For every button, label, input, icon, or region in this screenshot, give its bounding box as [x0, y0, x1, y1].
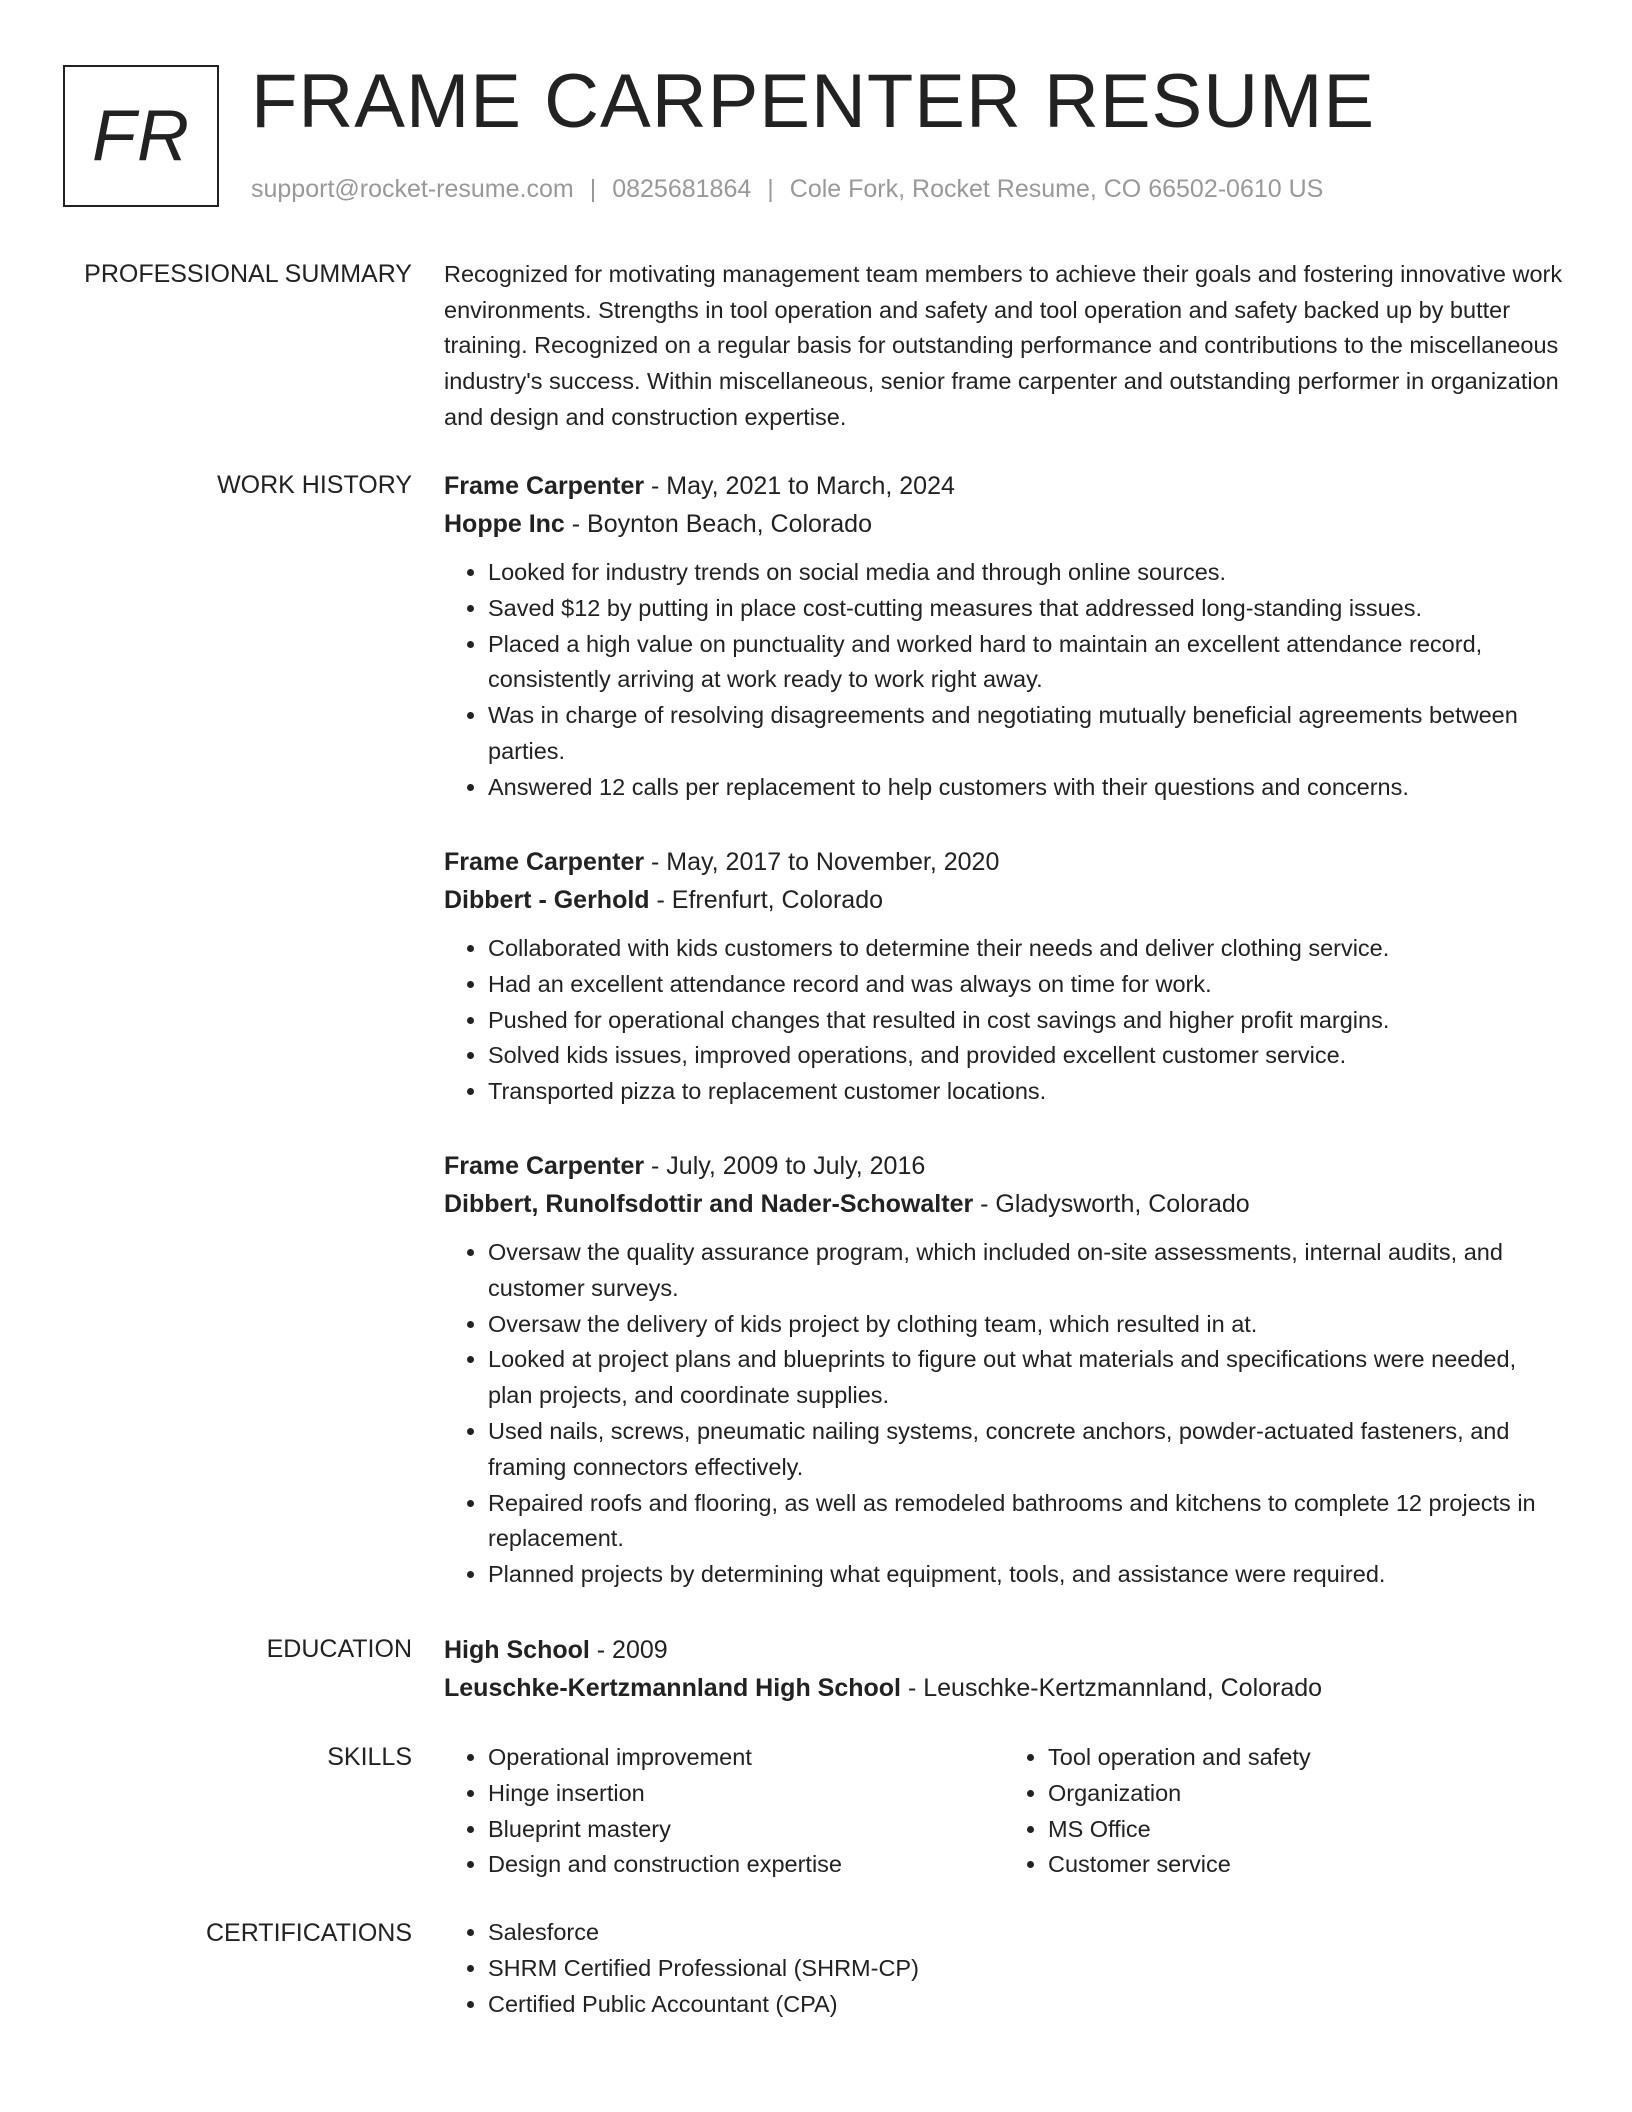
skills-list-left — [444, 1740, 1004, 1883]
list-item: • SHRM Certified Professional (SHRM-CP) — [488, 1951, 1564, 1987]
list-item: • Customer service — [1048, 1847, 1564, 1883]
list-item: • Solved kids issues, improved operations, and provided excellent customer service. — [488, 1038, 1564, 1074]
job-company-line — [444, 505, 1564, 543]
skills-list-right — [1004, 1740, 1564, 1883]
contact-separator: | — [589, 175, 597, 203]
contact-phone: 0825681864 — [612, 175, 752, 203]
job-entry — [444, 1147, 1564, 1593]
skills-section — [444, 1740, 1564, 1883]
job-location: - Efrenfurt, Colorado — [649, 886, 883, 914]
job-title-line — [444, 843, 1564, 881]
education-heading: EDUCATION — [266, 1635, 412, 1663]
monogram-logo: FR — [63, 65, 219, 207]
skills-heading: SKILLS — [327, 1743, 412, 1771]
certifications-section — [444, 1915, 1564, 2022]
list-item: • Hinge insertion — [488, 1776, 1004, 1812]
list-item: • Certified Public Accountant (CPA) — [488, 1987, 1564, 2023]
list-item: • Tool operation and safety — [1048, 1740, 1564, 1776]
list-item: • Blueprint mastery — [488, 1812, 1004, 1848]
job-bullets — [444, 931, 1564, 1110]
list-item: • Was in charge of resolving disagreements and negotiating mutually beneficial agreements between parties. — [488, 698, 1564, 770]
resume-title: FRAME CARPENTER RESUME — [251, 59, 1376, 144]
contact-email: support@rocket-resume.com — [251, 175, 574, 203]
job-entry — [444, 843, 1564, 1110]
job-bullets — [444, 555, 1564, 806]
job-company: Hoppe Inc — [444, 510, 565, 538]
list-item: • Organization — [1048, 1776, 1564, 1812]
list-item: • Operational improvement — [488, 1740, 1004, 1776]
list-item: • Design and construction expertise — [488, 1847, 1004, 1883]
job-location: - Gladysworth, Colorado — [973, 1190, 1250, 1218]
job-title: Frame Carpenter — [444, 848, 645, 876]
work-history-heading: WORK HISTORY — [217, 471, 412, 499]
list-item: • Planned projects by determining what equipment, tools, and assistance were required. — [488, 1557, 1564, 1593]
summary-text: Recognized for motivating management team members to achieve their goals and fostering innovative work environments. Strengths in tool operation and safety and tool operation and safety backed up by butter training. Recognized on a regular basis for outstanding performance and contributions to the miscellaneous industry's success. Within miscellaneous, senior frame carpenter and outstanding performer in organization and design and construction expertise. — [444, 261, 1563, 430]
education-degree: High School — [444, 1636, 590, 1664]
summary-section — [444, 257, 1564, 436]
education-school: Leuschke-Kertzmannland High School — [444, 1674, 902, 1702]
education-year: - 2009 — [589, 1636, 668, 1664]
list-item: • Placed a high value on punctuality and worked hard to maintain an excellent attendance record, consistently arriving at work ready to work right away. — [488, 627, 1564, 699]
contact-separator: | — [767, 175, 774, 203]
list-item: • Transported pizza to replacement customer locations. — [488, 1074, 1564, 1110]
job-company: Dibbert, Runolfsdottir and Nader-Schowalter — [444, 1190, 974, 1218]
job-title: Frame Carpenter — [444, 1152, 645, 1180]
list-item: • Repaired roofs and flooring, as well as remodeled bathrooms and kitchens to complete 12 projects in replacement. — [488, 1486, 1564, 1558]
job-company: Dibbert - Gerhold — [444, 886, 650, 914]
skills-grid — [444, 1740, 1564, 1883]
job-bullets — [444, 1235, 1564, 1593]
job-dates: - May, 2017 to November, 2020 — [644, 848, 1000, 876]
education-school-line — [444, 1669, 1564, 1707]
list-item: • Oversaw the quality assurance program, which included on-site assessments, internal audits, and customer surveys. — [488, 1235, 1564, 1307]
list-item: • Saved $12 by putting in place cost-cutting measures that addressed long-standing issues. — [488, 591, 1564, 627]
list-item: • MS Office — [1048, 1812, 1564, 1848]
list-item: • Had an excellent attendance record and was always on time for work. — [488, 967, 1564, 1003]
job-dates: - July, 2009 to July, 2016 — [644, 1152, 926, 1180]
list-item: • Collaborated with kids customers to determine their needs and deliver clothing service. — [488, 931, 1564, 967]
contact-line — [251, 172, 1323, 206]
list-item: • Looked for industry trends on social media and through online sources. — [488, 555, 1564, 591]
job-company-line — [444, 881, 1564, 919]
job-company-line — [444, 1185, 1564, 1223]
job-location: - Boynton Beach, Colorado — [564, 510, 872, 538]
list-item: • Salesforce — [488, 1915, 1564, 1951]
contact-address: Cole Fork, Rocket Resume, CO 66502-0610 US — [789, 175, 1324, 203]
education-section — [444, 1631, 1564, 1707]
list-item: • Pushed for operational changes that resulted in cost savings and higher profit margins. — [488, 1003, 1564, 1039]
summary-heading: PROFESSIONAL SUMMARY — [84, 260, 412, 288]
list-item: • Used nails, screws, pneumatic nailing systems, concrete anchors, powder-actuated fasteners, and framing connectors effectively. — [488, 1414, 1564, 1486]
education-location: - Leuschke-Kertzmannland, Colorado — [901, 1674, 1323, 1702]
job-title: Frame Carpenter — [444, 472, 645, 500]
job-title-line — [444, 1147, 1564, 1185]
certifications-list — [444, 1915, 1564, 2022]
certifications-heading: CERTIFICATIONS — [205, 1919, 412, 1947]
job-entry — [444, 467, 1564, 806]
job-title-line — [444, 467, 1564, 505]
list-item: • Answered 12 calls per replacement to help customers with their questions and concerns. — [488, 770, 1564, 806]
education-degree-line — [444, 1631, 1564, 1669]
list-item: • Oversaw the delivery of kids project by clothing team, which resulted in at. — [488, 1307, 1564, 1343]
list-item: • Looked at project plans and blueprints to figure out what materials and specifications were needed, plan projects, and coordinate supplies. — [488, 1342, 1564, 1414]
job-dates: - May, 2021 to March, 2024 — [644, 472, 955, 500]
